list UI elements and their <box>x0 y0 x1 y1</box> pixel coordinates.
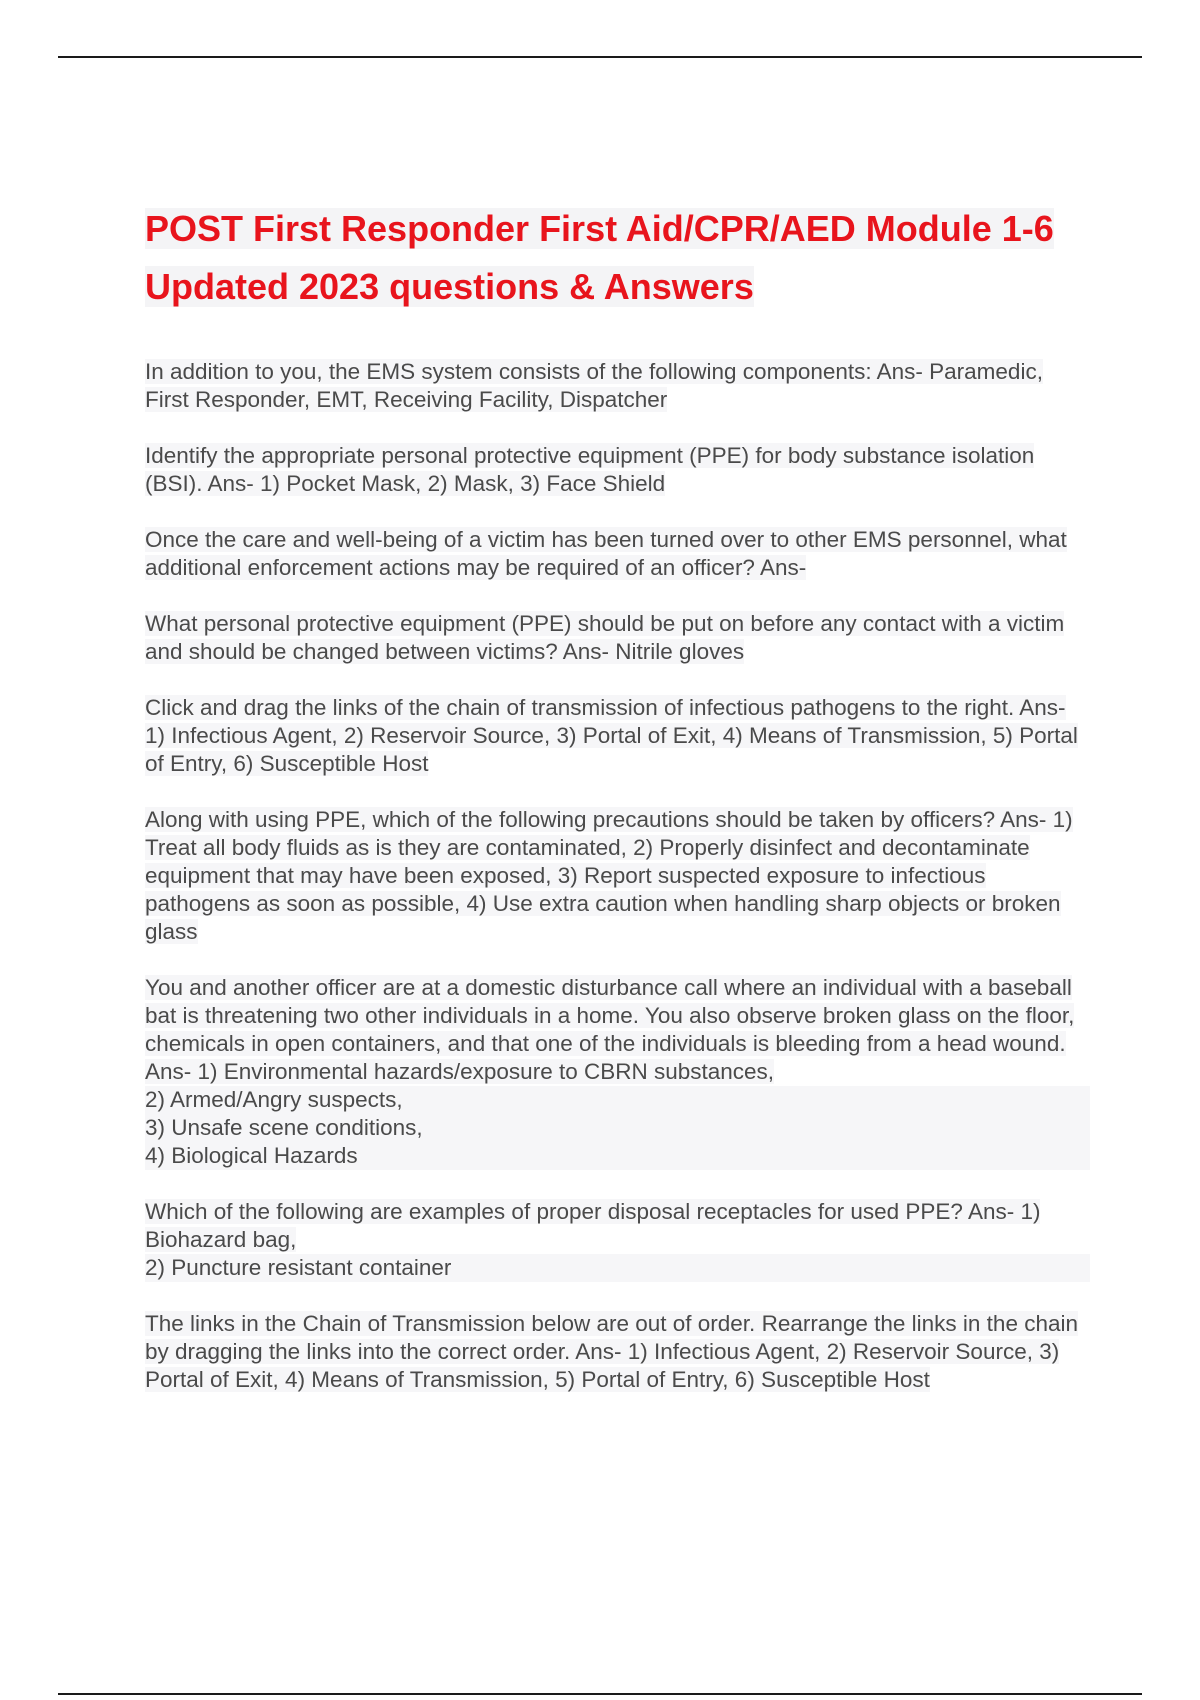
qa-item: Once the care and well-being of a victim has been turned over to other EMS personnel, what additional enforcement actions may be required of an officer? Ans- <box>145 527 1067 580</box>
bottom-rule <box>58 1693 1142 1695</box>
qa-item: Click and drag the links of the chain of transmission of infectious pathogens to the right. Ans- 1) Infectious Agent, 2) Reservoir Source, 3) Portal of Exit, 4) Means of Transmission, 5) Portal of Entry, 6) Susceptible Host <box>145 695 1078 776</box>
answer-line: 3) Unsafe scene conditions, <box>145 1114 1090 1142</box>
document-body <box>145 200 1090 1422</box>
qa-item: Identify the appropriate personal protective equipment (PPE) for body substance isolation (BSI). Ans- 1) Pocket Mask, 2) Mask, 3) Face Shield <box>145 443 1035 496</box>
qa-item: What personal protective equipment (PPE) should be put on before any contact with a victim and should be changed between victims? Ans- Nitrile gloves <box>145 611 1065 664</box>
answer-line: 2) Puncture resistant container <box>145 1254 1090 1282</box>
qa-item: Along with using PPE, which of the following precautions should be taken by officers? Ans- 1) Treat all body fluids as is they are contaminated, 2) Properly disinfect and decontaminate equipment that may have been exposed, 3) Report suspected exposure to infectious pathogens as soon as possible, 4) Use extra caution when handling sharp objects or broken glass <box>145 807 1073 944</box>
qa-item: The links in the Chain of Transmission below are out of order. Rearrange the links in the chain by dragging the links into the correct order. Ans- 1) Infectious Agent, 2) Reservoir Source, 3) Portal of Exit, 4) Means of Transmission, 5) Portal of Entry, 6) Susceptible Host <box>145 1311 1079 1392</box>
answer-line: 2) Armed/Angry suspects, <box>145 1086 1090 1114</box>
answer-line: 4) Biological Hazards <box>145 1142 1090 1170</box>
top-rule <box>58 56 1142 58</box>
qa-item: You and another officer are at a domestic disturbance call where an individual with a baseball bat is threatening two other individuals in a home. You also observe broken glass on the floor, chemicals in open containers, and that one of the individuals is bleeding from a head wound. Ans- 1) Environmental hazards/exposure to CBRN substances, 2) Armed/Angry suspects, 3) Unsafe scene conditions, 4) Biological Hazards <box>145 974 1090 1170</box>
qa-item: Which of the following are examples of proper disposal receptacles for used PPE? Ans- 1) Biohazard bag, 2) Puncture resistant container <box>145 1198 1090 1282</box>
document-title: POST First Responder First Aid/CPR/AED Module 1-6 Updated 2023 questions & Answers <box>145 208 1054 307</box>
qa-item: In addition to you, the EMS system consists of the following components: Ans- Paramedic, First Responder, EMT, Receiving Facility, Dispatcher <box>145 359 1043 412</box>
